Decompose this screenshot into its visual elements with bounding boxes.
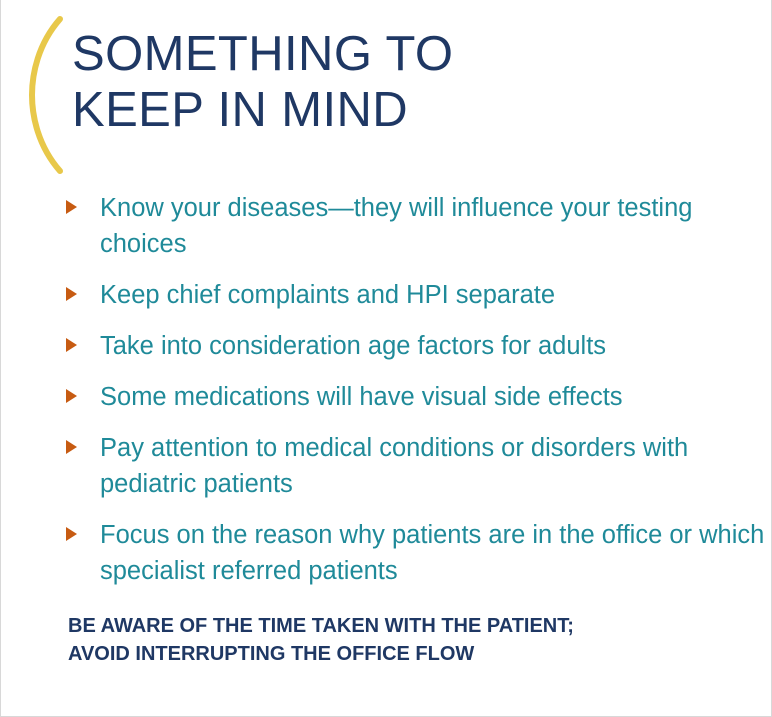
list-item: [66, 190, 766, 262]
curly-bracket-decoration: [26, 16, 70, 174]
list-item: [66, 379, 766, 415]
page-title-line-2: KEEP IN MIND: [72, 83, 409, 137]
footnote: [68, 612, 758, 668]
triangle-bullet-icon: [66, 379, 100, 403]
triangle-bullet-icon: [66, 430, 100, 454]
slide-border-left: [0, 0, 1, 717]
triangle-bullet-icon: [66, 328, 100, 352]
list-item: [66, 517, 766, 589]
list-item-label: Keep chief complaints and HPI separate: [100, 281, 556, 309]
bullet-list: [66, 190, 766, 604]
list-item: [66, 430, 766, 502]
triangle-bullet-icon: [66, 517, 100, 541]
page-title: [72, 26, 732, 138]
list-item-label: Focus on the reason why patients are in the office or which specialist referred patients: [100, 521, 765, 585]
list-item: [66, 277, 766, 313]
list-item-label: Pay attention to medical conditions or disorders with pediatric patients: [100, 434, 689, 498]
list-item-label: Some medications will have visual side effects: [100, 383, 623, 411]
list-item-label: Take into consideration age factors for adults: [100, 332, 607, 360]
list-item-label: Know your diseases—they will influence your testing choices: [100, 194, 693, 258]
list-item: [66, 328, 766, 364]
page-title-line-1: SOMETHING TO: [72, 27, 454, 81]
footnote-line-2: AVOID INTERRUPTING THE OFFICE FLOW: [68, 643, 475, 665]
triangle-bullet-icon: [66, 277, 100, 301]
footnote-line-1: BE AWARE OF THE TIME TAKEN WITH THE PATIENT;: [68, 615, 574, 637]
triangle-bullet-icon: [66, 190, 100, 214]
